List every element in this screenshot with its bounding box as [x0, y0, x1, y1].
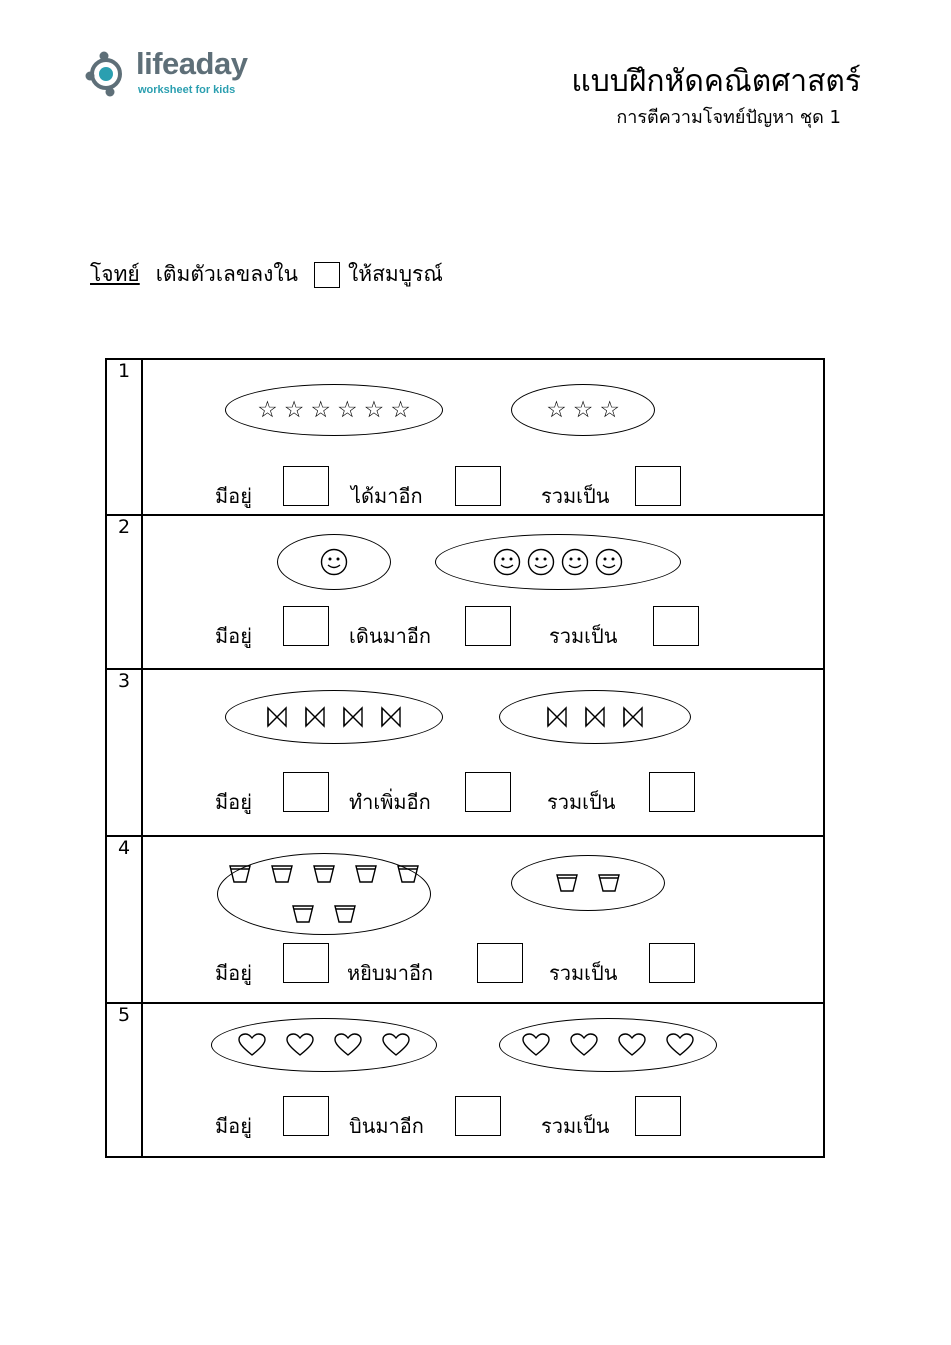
heart-icon — [618, 1033, 646, 1057]
bowtie-icon — [584, 706, 606, 728]
star-icon: ☆ — [337, 396, 358, 423]
label-action: หยิบมาอีก — [347, 961, 434, 985]
problem-row — [106, 836, 824, 1003]
cup-icon — [598, 873, 620, 893]
label-action: บินมาอีก — [349, 1114, 424, 1138]
smiley-icon — [595, 548, 623, 576]
problem-number: 4 — [106, 836, 142, 1003]
heart-icon — [570, 1033, 598, 1057]
problem-row — [106, 1003, 824, 1157]
smiley-icon — [561, 548, 589, 576]
answer-box-total[interactable] — [653, 606, 699, 646]
heart-icon — [382, 1033, 410, 1057]
cup-icon — [397, 864, 419, 884]
answer-box-added[interactable] — [465, 606, 511, 646]
problem-body — [142, 836, 824, 1003]
label-have: มีอยู่ — [215, 1114, 252, 1138]
heart-icon — [334, 1033, 362, 1057]
problem-number: 3 — [106, 669, 142, 836]
answer-box-total[interactable] — [635, 1096, 681, 1136]
label-have: มีอยู่ — [215, 624, 252, 648]
smiley-icon — [320, 548, 348, 576]
bowtie-icon — [546, 706, 568, 728]
problem-body — [142, 669, 824, 836]
label-action: เดินมาอีก — [349, 624, 432, 648]
logo-tagline: worksheet for kids — [138, 84, 236, 96]
cup-icon — [556, 873, 578, 893]
group-start — [225, 384, 443, 436]
label-have: มีอยู่ — [215, 790, 252, 814]
group-start — [211, 1018, 437, 1072]
bowtie-icon — [266, 706, 288, 728]
group-added — [435, 534, 681, 590]
answer-box-added[interactable] — [465, 772, 511, 812]
group-start — [217, 853, 431, 935]
problem-body — [142, 515, 824, 669]
star-icon: ☆ — [599, 396, 620, 423]
star-icon: ☆ — [546, 396, 567, 423]
group-added — [511, 855, 665, 911]
heart-icon — [666, 1033, 694, 1057]
group-added — [499, 690, 691, 744]
label-have: มีอยู่ — [215, 484, 252, 508]
bowtie-icon — [304, 706, 326, 728]
cup-icon — [229, 864, 251, 884]
problem-row — [106, 359, 824, 515]
group-added — [499, 1018, 717, 1072]
problem-row — [106, 669, 824, 836]
answer-box-added[interactable] — [477, 943, 523, 983]
cup-icon — [313, 864, 335, 884]
problem-row — [106, 515, 824, 669]
group-start — [277, 534, 391, 590]
instruction-text-before: เติมตัวเลขลงใน — [155, 262, 298, 286]
answer-box-total[interactable] — [649, 943, 695, 983]
label-have: มีอยู่ — [215, 961, 252, 985]
answer-box-have[interactable] — [283, 772, 329, 812]
label-total: รวมเป็น — [549, 961, 618, 985]
page-title: แบบฝึกหัดคณิตศาสตร์ — [571, 64, 861, 99]
problem-number: 1 — [106, 359, 142, 515]
bowtie-icon — [622, 706, 644, 728]
star-icon: ☆ — [257, 396, 278, 423]
instruction-text-after: ให้สมบูรณ์ — [347, 262, 443, 286]
problem-body — [142, 359, 824, 515]
problem-number: 2 — [106, 515, 142, 669]
cup-icon — [271, 864, 293, 884]
smiley-icon — [493, 548, 521, 576]
cup-icon — [334, 904, 356, 924]
instruction — [90, 258, 443, 291]
label-total: รวมเป็น — [547, 790, 616, 814]
instruction-label: โจทย์ — [90, 262, 140, 286]
worksheet-table — [105, 358, 825, 1158]
problem-number: 5 — [106, 1003, 142, 1157]
star-icon: ☆ — [363, 396, 385, 423]
answer-box-total[interactable] — [649, 772, 695, 812]
cup-icon — [292, 904, 314, 924]
answer-box-added[interactable] — [455, 1096, 501, 1136]
heart-icon — [238, 1033, 266, 1057]
star-icon: ☆ — [572, 396, 594, 423]
logo-icon — [84, 48, 132, 100]
group-added — [511, 384, 655, 436]
answer-box-have[interactable] — [283, 943, 329, 983]
star-icon: ☆ — [310, 396, 331, 423]
star-icon: ☆ — [390, 396, 411, 423]
label-action: ทำเพิ่มอีก — [349, 790, 431, 814]
label-action: ได้มาอีก — [351, 484, 423, 508]
label-total: รวมเป็น — [541, 1114, 610, 1138]
answer-box-have[interactable] — [283, 606, 329, 646]
answer-box-sample — [314, 262, 340, 288]
logo — [84, 48, 284, 100]
heart-icon — [522, 1033, 550, 1057]
star-icon: ☆ — [283, 396, 305, 423]
problem-body — [142, 1003, 824, 1157]
cup-icon — [355, 864, 377, 884]
label-total: รวมเป็น — [549, 624, 618, 648]
answer-box-have[interactable] — [283, 1096, 329, 1136]
logo-wordmark: lifeaday — [136, 46, 248, 81]
bowtie-icon — [342, 706, 364, 728]
page-subtitle: การตีความโจทย์ปัญหา ชุด 1 — [616, 107, 841, 128]
label-total: รวมเป็น — [541, 484, 610, 508]
answer-box-added[interactable] — [455, 466, 501, 506]
answer-box-have[interactable] — [283, 466, 329, 506]
group-start — [225, 690, 443, 744]
bowtie-icon — [380, 706, 402, 728]
smiley-icon — [527, 548, 555, 576]
answer-box-total[interactable] — [635, 466, 681, 506]
heart-icon — [286, 1033, 314, 1057]
